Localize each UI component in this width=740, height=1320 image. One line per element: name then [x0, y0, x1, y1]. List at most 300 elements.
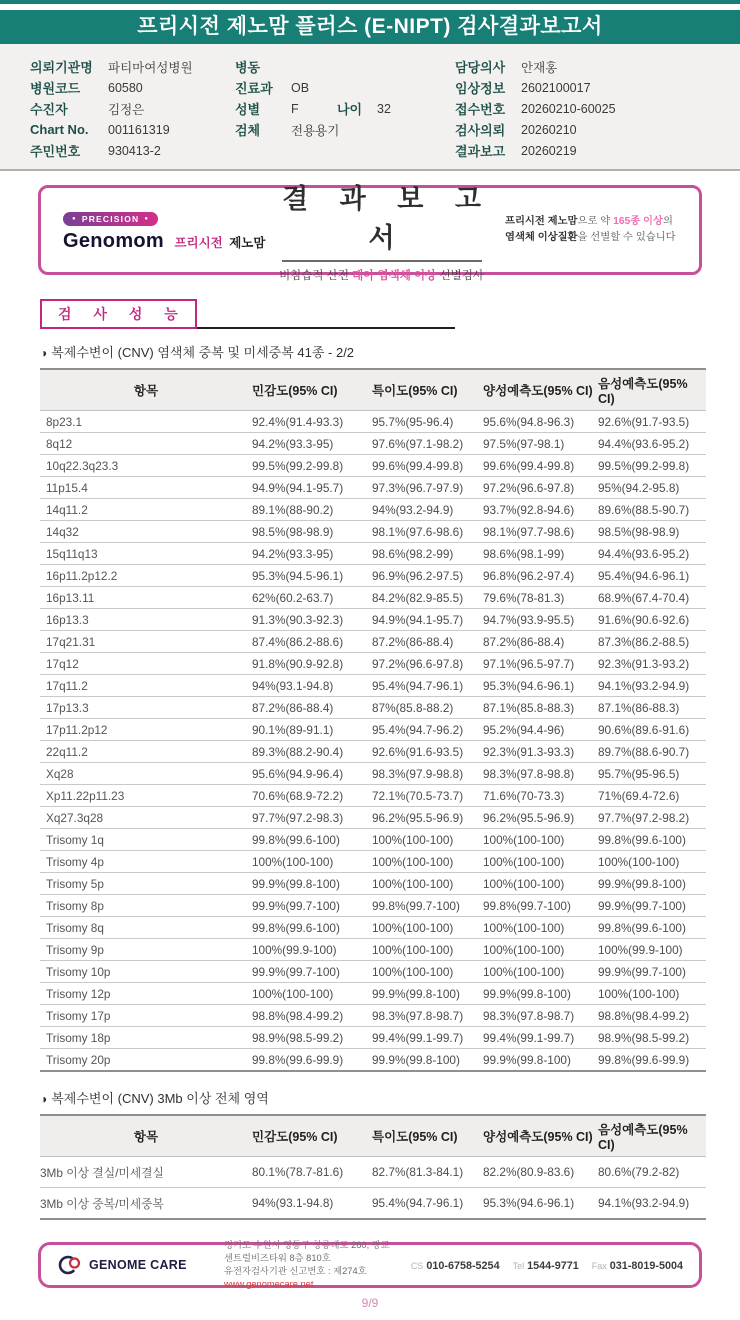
table-cell: 95.4%(94.7-96.2) [372, 719, 483, 741]
field-receipt-no [455, 98, 740, 119]
table-cell: 97.2%(96.6-97.8) [372, 653, 483, 675]
table-cell: 82.7%(81.3-84.1) [372, 1157, 483, 1188]
section-title-test-performance: 검 사 성 능 [40, 299, 197, 329]
table-cell: Trisomy 8q [40, 917, 252, 939]
caption-text: 복제수변이 (CNV) 염색체 중복 및 미세중복 41종 - 2/2 [51, 345, 355, 360]
table-row [40, 499, 706, 521]
field-value: 20260210 [521, 122, 577, 137]
table-cell: 17p11.2p12 [40, 719, 252, 741]
table-row [40, 1157, 706, 1188]
table-cell: 96.2%(95.5-96.9) [483, 807, 598, 829]
table-cell: 100%(100-100) [483, 851, 598, 873]
field-label: 의뢰기관명 [30, 60, 93, 75]
patient-info-column-2 [235, 56, 455, 161]
table-cell: 99.4%(99.1-99.7) [483, 1027, 598, 1049]
table-row [40, 543, 706, 565]
field-hospital-code [30, 77, 235, 98]
field-value: 930413-2 [108, 143, 161, 158]
table-cell: 87.3%(86.2-88.5) [598, 631, 706, 653]
field-department [235, 77, 455, 98]
field-value: 김정은 [108, 102, 145, 117]
table-cell: 98.6%(98.1-99) [483, 543, 598, 565]
table-row [40, 675, 706, 697]
table-cell: 99.8%(99.6-100) [598, 917, 706, 939]
table-row [40, 939, 706, 961]
table-row [40, 1049, 706, 1072]
table-cell: 8p23.1 [40, 411, 252, 433]
table-cell: 15q11q13 [40, 543, 252, 565]
table-row [40, 565, 706, 587]
patient-info-panel [0, 44, 740, 171]
table-cell: 99.8%(99.6-100) [598, 829, 706, 851]
table-cell: 72.1%(70.5-73.7) [372, 785, 483, 807]
table-cell: 87%(85.8-88.2) [372, 697, 483, 719]
field-label: 나이 [337, 102, 363, 117]
table-cell: 14q32 [40, 521, 252, 543]
brand-genomom-kr: 제노맘 [229, 236, 266, 250]
table-cell: 94.1%(93.2-94.9) [598, 1188, 706, 1220]
table-row [40, 719, 706, 741]
table-header-row [40, 369, 706, 411]
table-row [40, 697, 706, 719]
table-cell: 92.3%(91.3-93.3) [483, 741, 598, 763]
table-cell: 98.3%(97.8-98.7) [483, 1005, 598, 1027]
table-cell: Trisomy 4p [40, 851, 252, 873]
field-label: 검체 [235, 123, 261, 138]
field-label: 접수번호 [455, 102, 506, 117]
table-row [40, 631, 706, 653]
table-cell: 91.8%(90.9-92.8) [252, 653, 372, 675]
table-cell: 8q12 [40, 433, 252, 455]
table-cell: 100%(100-100) [598, 983, 706, 1005]
field-report-date [455, 140, 740, 161]
table-row [40, 763, 706, 785]
table-cell: 99.9%(99.8-100) [372, 983, 483, 1005]
table-cell: 80.6%(79.2-82) [598, 1157, 706, 1188]
table-row [40, 521, 706, 543]
table-cell: 93.7%(92.8-94.6) [483, 499, 598, 521]
table-cell: 96.9%(96.2-97.5) [372, 565, 483, 587]
table-cell: 97.5%(97-98.1) [483, 433, 598, 455]
table-cell: 95.3%(94.5-96.1) [252, 565, 372, 587]
table-cell: 100%(100-100) [252, 851, 372, 873]
patient-info-column-1 [30, 56, 235, 161]
field-value: 001161319 [108, 122, 170, 137]
table-cell: 99.9%(99.8-100) [598, 873, 706, 895]
table-cell: 87.1%(86-88.3) [598, 697, 706, 719]
badge-dot-icon: ● [72, 216, 77, 222]
table-cell: 99.9%(99.7-100) [598, 895, 706, 917]
table-cell: 100%(100-100) [372, 851, 483, 873]
table-cell: 14q11.2 [40, 499, 252, 521]
table-row [40, 1005, 706, 1027]
field-label: 병원코드 [30, 81, 81, 96]
table-cell: 92.4%(91.4-93.3) [252, 411, 372, 433]
table-cell: 98.1%(97.6-98.6) [372, 521, 483, 543]
column-header: 음성예측도(95% CI) [598, 369, 706, 411]
footer-address-line1: 경기도 수원시 영통구 창룡대로 260, 광교 센트럴비즈타워 8층 810호 [224, 1239, 390, 1263]
cs-label: CS [410, 1261, 424, 1271]
field-hospital-name [30, 56, 235, 77]
footer-contacts [411, 1256, 683, 1274]
footer-website-link[interactable]: www.genomecare.net [224, 1279, 314, 1290]
table-cell: 98.8%(98.4-99.2) [252, 1005, 372, 1027]
top-accent-strip [0, 0, 740, 4]
table-cell: 92.6%(91.7-93.5) [598, 411, 706, 433]
table-cell: 99.9%(99.8-100) [483, 1049, 598, 1072]
field-ward [235, 56, 455, 77]
field-label: 성별 [235, 102, 261, 117]
table-cell: 98.5%(98-98.9) [252, 521, 372, 543]
table-cell: 95.6%(94.8-96.3) [483, 411, 598, 433]
contact-fax [592, 1256, 683, 1274]
table-cell: 100%(99.9-100) [598, 939, 706, 961]
table2-caption [40, 1088, 740, 1107]
table-cell: 99.5%(99.2-99.8) [598, 455, 706, 477]
table-cell: 17q21.31 [40, 631, 252, 653]
description-bold: 염색체 이상질환 [505, 232, 578, 243]
field-label: 수진자 [30, 102, 68, 117]
fax-number: 031-8019-5004 [609, 1260, 683, 1272]
genomecare-mark-icon [57, 1252, 83, 1278]
table-cell: 79.6%(78-81.3) [483, 587, 598, 609]
table-cell: 100%(99.9-100) [252, 939, 372, 961]
table-cell: 95.3%(94.6-96.1) [483, 675, 598, 697]
table-cell: 97.3%(96.7-97.9) [372, 477, 483, 499]
table-cell: Trisomy 12p [40, 983, 252, 1005]
table-row [40, 411, 706, 433]
table-row [40, 741, 706, 763]
report-title-bar: 프리시전 제노맘 플러스 (E-NIPT) 검사결과보고서 [0, 10, 740, 44]
field-chart-no [30, 119, 235, 140]
table-cell: 99.9%(99.7-100) [598, 961, 706, 983]
contact-tel [513, 1256, 579, 1274]
column-header: 특이도(95% CI) [372, 1115, 483, 1157]
subtitle-text: 선별검사 [436, 270, 484, 282]
field-value: 20260219 [521, 143, 577, 158]
field-label: Chart No. [30, 122, 89, 137]
table-cell: 70.6%(68.9-72.2) [252, 785, 372, 807]
table1-caption [40, 342, 740, 361]
table-cell: Trisomy 8p [40, 895, 252, 917]
table-cell: 22q11.2 [40, 741, 252, 763]
table-cell: 99.5%(99.2-99.8) [252, 455, 372, 477]
table-cell: 95.7%(95-96.5) [598, 763, 706, 785]
field-sex-age [235, 98, 455, 119]
table-cell: 99.9%(99.8-100) [483, 983, 598, 1005]
table-cell: 100%(100-100) [483, 917, 598, 939]
table-cell: 94.7%(93.9-95.5) [483, 609, 598, 631]
brand-precision-kr: 프리시전 [174, 236, 223, 250]
badge-dot-icon: ● [144, 216, 150, 222]
table-header-row [40, 1115, 706, 1157]
table-cell: 71.6%(70-73.3) [483, 785, 598, 807]
table-cell: 94.1%(93.2-94.9) [598, 675, 706, 697]
table-cell: 100%(100-100) [372, 873, 483, 895]
table-cell: 96.8%(96.2-97.4) [483, 565, 598, 587]
tel-label: Tel [512, 1261, 525, 1271]
field-label: 임상정보 [455, 81, 506, 96]
table-cell: 94.4%(93.6-95.2) [598, 433, 706, 455]
table-cell: 99.8%(99.6-99.9) [252, 1049, 372, 1072]
subtitle-text: 비침습적 산전 [279, 270, 353, 282]
table-cell: Trisomy 20p [40, 1049, 252, 1072]
table-cell: 98.6%(98.2-99) [372, 543, 483, 565]
field-value: 2602100017 [521, 80, 591, 95]
table-cell: 97.7%(97.2-98.2) [598, 807, 706, 829]
table-cell: 95%(94.2-95.8) [598, 477, 706, 499]
table-cell: 99.9%(99.7-100) [252, 895, 372, 917]
cnv-duplication-performance-table [40, 368, 706, 1072]
column-header: 민감도(95% CI) [252, 369, 372, 411]
table-cell: 87.2%(86-88.4) [252, 697, 372, 719]
half-circle-icon: ◑ [40, 1092, 48, 1106]
fax-label: Fax [591, 1261, 607, 1271]
table-cell: 97.1%(96.5-97.7) [483, 653, 598, 675]
table-cell: Trisomy 9p [40, 939, 252, 961]
section-underline [197, 327, 455, 329]
table-cell: 97.6%(97.1-98.2) [372, 433, 483, 455]
column-header: 항목 [40, 369, 252, 411]
table-cell: 82.2%(80.9-83.6) [483, 1157, 598, 1188]
table-row [40, 455, 706, 477]
table-cell: 80.1%(78.7-81.6) [252, 1157, 372, 1188]
column-header: 민감도(95% CI) [252, 1115, 372, 1157]
column-header: 음성예측도(95% CI) [598, 1115, 706, 1157]
field-label: 담당의사 [455, 60, 506, 75]
field-request-date [455, 119, 740, 140]
table-cell: 16p13.11 [40, 587, 252, 609]
table-cell: 95.4%(94.7-96.1) [372, 675, 483, 697]
field-value: 안재홍 [521, 60, 558, 75]
field-value: 20260210-60025 [521, 101, 616, 116]
table-cell: Xq28 [40, 763, 252, 785]
table-cell: 99.8%(99.6-100) [252, 917, 372, 939]
table-cell: 91.3%(90.3-92.3) [252, 609, 372, 631]
table-row [40, 1027, 706, 1049]
table-cell: 99.6%(99.4-99.8) [483, 455, 598, 477]
table-row [40, 587, 706, 609]
table-cell: 94.2%(93.3-95) [252, 543, 372, 565]
table-row [40, 477, 706, 499]
badge-label: PRECISION [81, 214, 140, 224]
table-cell: 71%(69.4-72.6) [598, 785, 706, 807]
table-row [40, 895, 706, 917]
table-cell: 95.7%(95-96.4) [372, 411, 483, 433]
section-header-row [40, 299, 740, 329]
genomom-logo [63, 207, 266, 253]
column-header: 양성예측도(95% CI) [483, 1115, 598, 1157]
table-cell: 94.2%(93.3-95) [252, 433, 372, 455]
footer-address-block [224, 1239, 399, 1291]
table-cell: 98.9%(98.5-99.2) [598, 1027, 706, 1049]
table-cell: Trisomy 1q [40, 829, 252, 851]
contact-cs [411, 1256, 500, 1274]
table-row [40, 873, 706, 895]
page-number: 9/9 [361, 1296, 379, 1310]
table-cell: 87.4%(86.2-88.6) [252, 631, 372, 653]
column-header: 항목 [40, 1115, 252, 1157]
table-cell: 90.1%(89-91.1) [252, 719, 372, 741]
table-cell: 3Mb 이상 결실/미세결실 [40, 1157, 252, 1188]
table-cell: 99.9%(99.8-100) [252, 873, 372, 895]
table-cell: 95.2%(94.4-96) [483, 719, 598, 741]
table-cell: 100%(100-100) [483, 961, 598, 983]
description-text: 을 선별할 수 있습니다 [577, 232, 676, 243]
table-cell: 100%(100-100) [483, 939, 598, 961]
table-row [40, 983, 706, 1005]
table-row [40, 917, 706, 939]
field-patient-name [30, 98, 235, 119]
table-cell: 100%(100-100) [372, 829, 483, 851]
table-row [40, 807, 706, 829]
cs-number: 010-6758-5254 [426, 1260, 500, 1272]
table-cell: 100%(100-100) [598, 851, 706, 873]
table-row [40, 829, 706, 851]
table-cell: Trisomy 18p [40, 1027, 252, 1049]
field-label: 검사의뢰 [455, 123, 506, 138]
table-cell: 100%(100-100) [483, 829, 598, 851]
column-header: 특이도(95% CI) [372, 369, 483, 411]
field-label: 병동 [235, 60, 261, 75]
field-value: 전용용기 [291, 123, 340, 138]
field-value: 32 [377, 101, 391, 116]
brand-line [63, 230, 266, 253]
description-bold: 프리시전 제노맘 [505, 216, 578, 228]
table-cell: 99.9%(99.8-100) [372, 1049, 483, 1072]
table-cell: 87.1%(85.8-88.3) [483, 697, 598, 719]
table-cell: 100%(100-100) [252, 983, 372, 1005]
table-cell: 95.6%(94.9-96.4) [252, 763, 372, 785]
table-cell: 68.9%(67.4-70.4) [598, 587, 706, 609]
patient-info-column-3 [455, 56, 740, 161]
field-clinical-info [455, 77, 740, 98]
table-cell: 95.3%(94.6-96.1) [483, 1188, 598, 1220]
table-cell: 87.2%(86-88.4) [483, 631, 598, 653]
table-row [40, 961, 706, 983]
table-cell: 94.9%(94.1-95.7) [252, 477, 372, 499]
description-text: 으로 약 [577, 216, 614, 228]
table-cell: 99.9%(99.7-100) [252, 961, 372, 983]
table-row [40, 851, 706, 873]
table-cell: 10q22.3q23.3 [40, 455, 252, 477]
table-cell: 95.4%(94.7-96.1) [372, 1188, 483, 1220]
table-cell: 89.6%(88.5-90.7) [598, 499, 706, 521]
table-row [40, 653, 706, 675]
table-cell: 100%(100-100) [372, 939, 483, 961]
table-cell: 98.3%(97.9-98.8) [372, 763, 483, 785]
result-report-title: 결 과 보 고 서 [282, 184, 493, 253]
table-cell: 17q12 [40, 653, 252, 675]
table-cell: 98.8%(98.4-99.2) [598, 1005, 706, 1027]
table-cell: Xq27.3q28 [40, 807, 252, 829]
table-cell: 99.8%(99.7-100) [372, 895, 483, 917]
table-cell: 17q11.2 [40, 675, 252, 697]
table-cell: 90.6%(89.6-91.6) [598, 719, 706, 741]
table-cell: 94%(93.1-94.8) [252, 675, 372, 697]
table-cell: 11p15.4 [40, 477, 252, 499]
table-cell: 94.4%(93.6-95.2) [598, 543, 706, 565]
table-cell: 95.4%(94.6-96.1) [598, 565, 706, 587]
result-report-header-box [38, 184, 702, 282]
table-cell: 97.7%(97.2-98.3) [252, 807, 372, 829]
field-specimen [235, 119, 455, 140]
table-cell: 100%(100-100) [372, 917, 483, 939]
table-cell: 62%(60.2-63.7) [252, 587, 372, 609]
table-cell: 94%(93.2-94.9) [372, 499, 483, 521]
table-cell: 99.8%(99.6-99.9) [598, 1049, 706, 1072]
field-label: 결과보고 [455, 144, 506, 159]
half-circle-icon: ◑ [40, 346, 48, 360]
field-label: 진료과 [235, 81, 273, 96]
footer-contact-box [38, 1239, 702, 1290]
field-label: 주민번호 [30, 144, 81, 159]
field-resident-no [30, 140, 235, 161]
table-cell: 17p13.3 [40, 697, 252, 719]
description-text: 의 [662, 216, 673, 228]
genomecare-logo [57, 1252, 212, 1278]
table-cell: 99.8%(99.7-100) [483, 895, 598, 917]
table-cell: Trisomy 17p [40, 1005, 252, 1027]
table-cell: 16p13.3 [40, 609, 252, 631]
table-cell: 98.3%(97.8-98.8) [483, 763, 598, 785]
tel-number: 1544-9771 [527, 1260, 579, 1272]
table-cell: 100%(100-100) [372, 961, 483, 983]
table-cell: 92.6%(91.6-93.5) [372, 741, 483, 763]
table-cell: 99.4%(99.1-99.7) [372, 1027, 483, 1049]
table-cell: 98.1%(97.7-98.6) [483, 521, 598, 543]
table-cell: 99.6%(99.4-99.8) [372, 455, 483, 477]
table-cell: 89.7%(88.6-90.7) [598, 741, 706, 763]
table-cell: 98.9%(98.5-99.2) [252, 1027, 372, 1049]
field-value: OB [291, 80, 310, 95]
table-cell: 92.3%(91.3-93.2) [598, 653, 706, 675]
table-cell: 91.6%(90.6-92.6) [598, 609, 706, 631]
field-doctor [455, 56, 740, 77]
table-cell: 98.5%(98-98.9) [598, 521, 706, 543]
table-cell: 98.3%(97.8-98.7) [372, 1005, 483, 1027]
description-pink: 165종 이상 [613, 216, 663, 228]
table-row [40, 609, 706, 631]
table-cell: 3Mb 이상 중복/미세중복 [40, 1188, 252, 1220]
table-cell: 97.2%(96.6-97.8) [483, 477, 598, 499]
table-cell: 89.1%(88-90.2) [252, 499, 372, 521]
table-cell: 87.2%(86-88.4) [372, 631, 483, 653]
table-cell: 100%(100-100) [483, 873, 598, 895]
table-cell: Trisomy 10p [40, 961, 252, 983]
field-value: F [291, 101, 299, 116]
table-cell: Trisomy 5p [40, 873, 252, 895]
column-header: 양성예측도(95% CI) [483, 369, 598, 411]
table-row [40, 1188, 706, 1220]
field-value: 파티마여성병원 [108, 60, 193, 75]
result-report-subtitle [258, 267, 505, 283]
field-value: 60580 [108, 80, 143, 95]
table-cell: 99.8%(99.6-100) [252, 829, 372, 851]
footer-address-line2: 유전자검사기관 신고번호 : 제274호 [224, 1266, 367, 1276]
table-cell: 94%(93.1-94.8) [252, 1188, 372, 1220]
table-cell: 84.2%(82.9-85.5) [372, 587, 483, 609]
title-underline [282, 260, 482, 262]
brand-genomom: Genomom [63, 230, 164, 252]
table-cell: 96.2%(95.5-96.9) [372, 807, 483, 829]
table-cell: 89.3%(88.2-90.4) [252, 741, 372, 763]
precision-badge [63, 212, 158, 226]
table-row [40, 433, 706, 455]
result-report-title-block [258, 177, 505, 283]
cnv-3mb-performance-table [40, 1114, 706, 1220]
caption-text: 복제수변이 (CNV) 3Mb 이상 전체 영역 [51, 1091, 269, 1106]
